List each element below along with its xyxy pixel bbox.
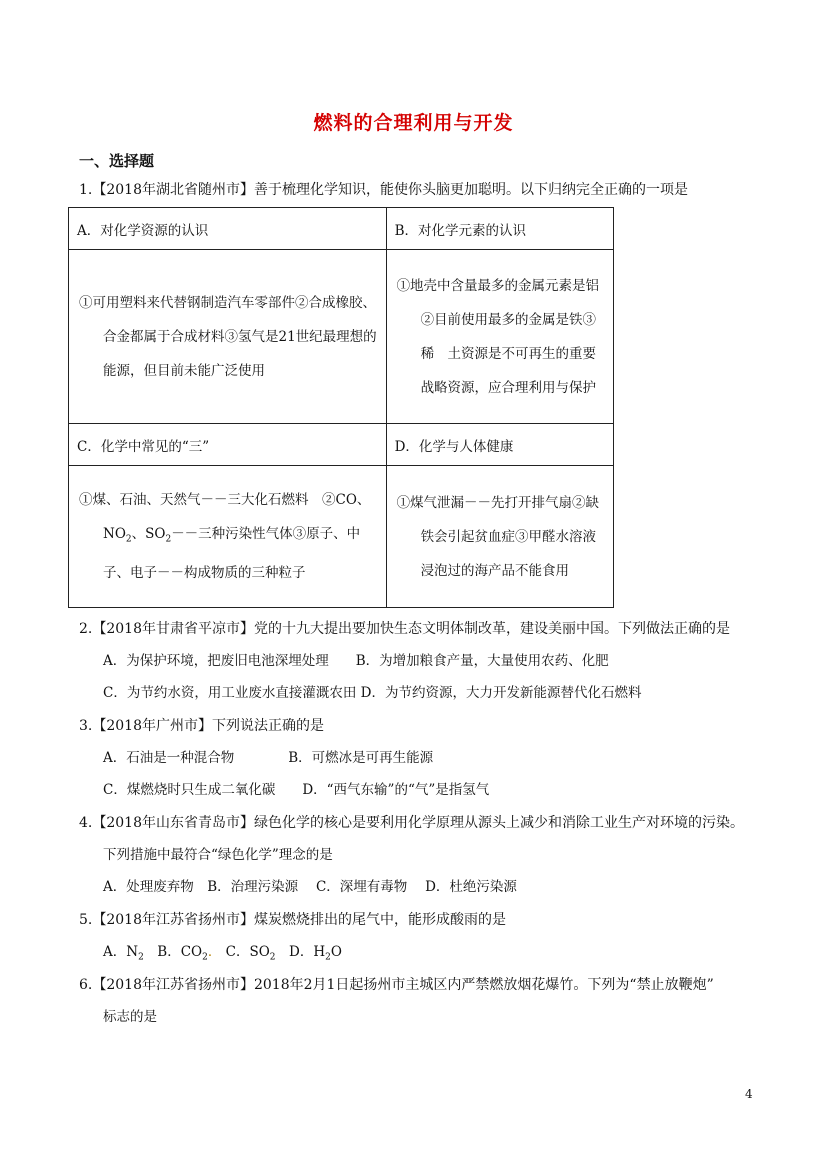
question-1-stem: 1.【2018年湖北省随州市】善于梳理化学知识，能使你头脑更加聪明。以下归纳完全正确的一项是 — [79, 182, 688, 198]
option-d-heading: D．化学与人体健康 — [386, 424, 613, 466]
option-d-text: ①煤气泄漏－－先打开排气扇②缺铁会引起贫血症③甲醛水溶液浸泡过的海产品不能食用 — [396, 494, 600, 579]
option-a-content — [69, 250, 387, 424]
option-c-heading: C．化学中常见的“三” — [69, 424, 387, 466]
question-6-stem-line-1: 6.【2018年江苏省扬州市】2018年2月1日起扬州市主城区内严禁燃放烟花爆竹。下列为“禁止放鞭炮” — [79, 977, 714, 993]
page-title: 燃料的合理利用与开发 — [313, 112, 514, 134]
option-d-content — [386, 466, 613, 608]
question-3-options-line-2: C．煤燃烧时只生成二氧化碳 D．“西气东输”的“气”是指氢气 — [103, 782, 490, 798]
question-5-stem: 5.【2018年江苏省扬州市】煤炭燃烧排出的尾气中，能形成酸雨的是 — [79, 912, 506, 928]
option-c-text: ①煤、石油、天然气－－三大化石燃料 ②CO、$NO_2$、$SO_2--$三种污染性气体③原子、中子、电子－－构成物质的三种粒子 — [79, 491, 371, 582]
question-6-stem-line-2: 标志的是 — [103, 1009, 157, 1025]
question-3-stem: 3.【2018年广州市】下列说法正确的是 — [79, 718, 324, 734]
question-4-stem-line-2: 下列措施中最符合“绿色化学”理念的是 — [103, 847, 333, 863]
section-heading: 一、选择题 — [79, 152, 155, 170]
question-2-options-line-1: A．为保护环境，把废旧电池深埋处理 B．为增加粮食产量，大量使用农药、化肥 — [103, 653, 609, 669]
option-b-content — [386, 250, 613, 424]
option-a-heading: A．对化学资源的认识 — [69, 208, 387, 250]
question-4-stem-line-1: 4.【2018年山东省青岛市】绿色化学的核心是要利用化学原理从源头上减少和消除工业生产对环境的污染。 — [79, 815, 744, 831]
option-c-content — [69, 466, 387, 608]
question-5-options: A．$N_2$ B．$CO_2$． C．$SO_2$ D．$H_2O$ — [103, 944, 342, 963]
question-2-options-line-2: C．为节约水资，用工业废水直接灌溉农田 D．为节约资源，大力开发新能源替代化石燃料 — [103, 685, 642, 701]
question-1-table — [68, 207, 614, 608]
option-a-text: ①可用塑料来代替钢制造汽车零部件②合成橡胶、合金都属于合成材料③氢气是21世纪最理想的能源，但目前未能广泛使用 — [79, 294, 377, 379]
question-4-options: A．处理废弃物 B．治理污染源 C．深埋有毒物 D．杜绝污染源 — [103, 879, 517, 895]
question-3-options-line-1: A．石油是一种混合物 B．可燃冰是可再生能源 — [103, 750, 434, 766]
option-b-heading: B．对化学元素的认识 — [386, 208, 613, 250]
option-b-text: ①地壳中含量最多的金属元素是铝②目前使用最多的金属是铁③稀 土资源是不可再生的重要战略资源，应合理利用与保护 — [396, 277, 600, 396]
question-2-stem: 2.【2018年甘肃省平凉市】党的十九大提出要加快生态文明体制改革，建设美丽中国。下列做法正确的是 — [79, 621, 730, 637]
page-number: 4 — [745, 1087, 753, 1101]
